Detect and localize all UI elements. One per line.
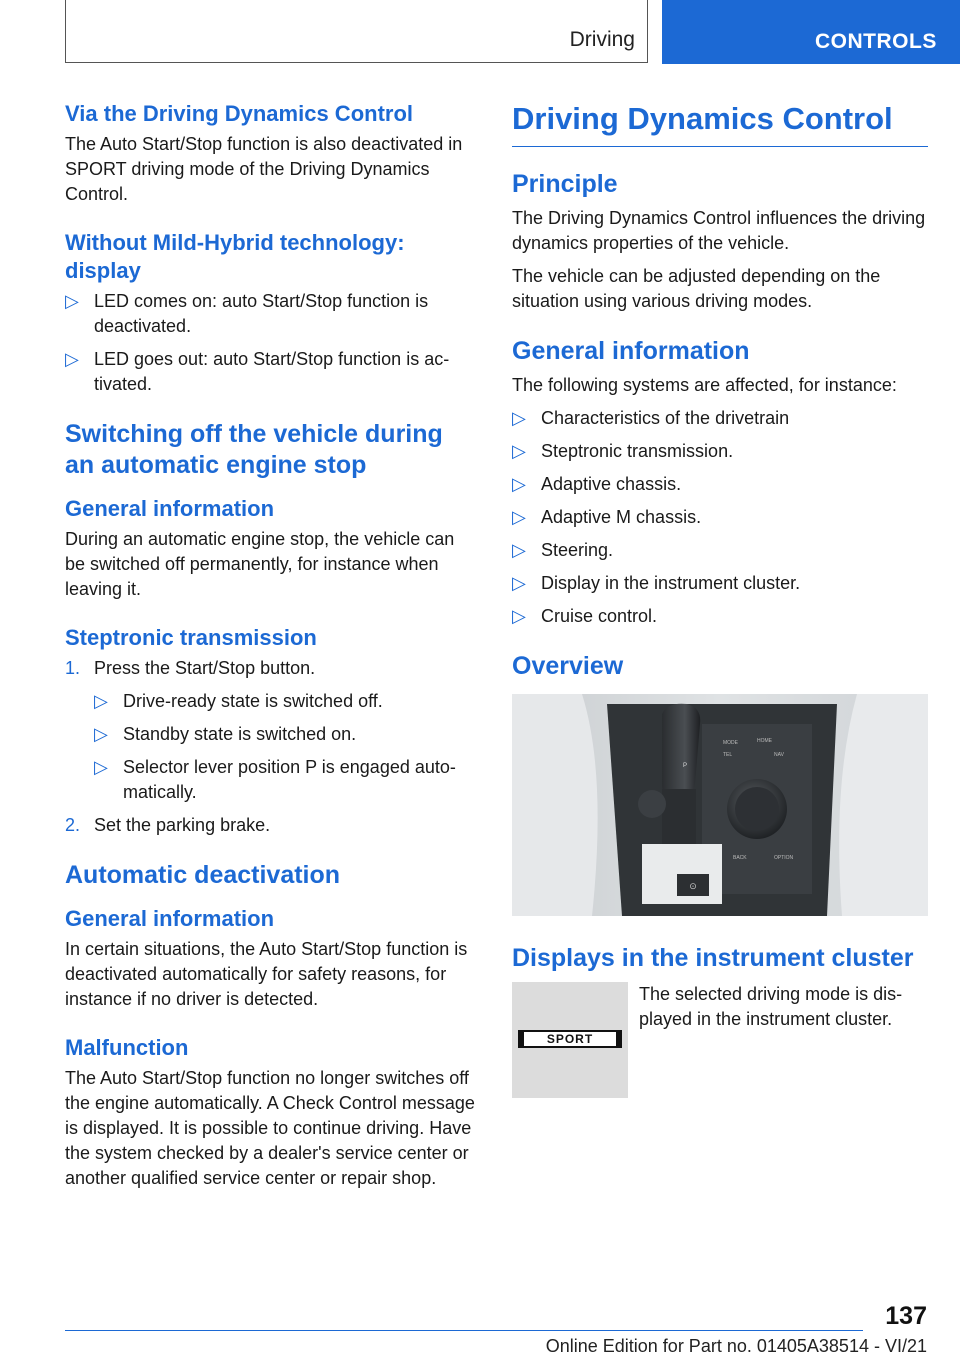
bullet-triangle-icon: ▷ bbox=[94, 691, 108, 711]
auto-deactivation-heading: Automatic deactivation bbox=[65, 861, 341, 889]
general-info-heading: General information bbox=[65, 496, 275, 521]
instrument-cluster-display bbox=[512, 982, 628, 1098]
step-number: 2. bbox=[65, 815, 81, 835]
overview-heading: Overview bbox=[512, 652, 624, 680]
bullet-triangle-icon: ▷ bbox=[65, 291, 79, 311]
list-item: ▷ Cruise control. bbox=[512, 604, 928, 629]
list-item: ▷ Steptronic transmission. bbox=[512, 439, 928, 464]
header-section: Driving bbox=[569, 28, 635, 51]
list-item: ▷ Characteristics of the drivetrain bbox=[512, 406, 928, 431]
general-info-2-text: In certain situations, the Auto Start/Stop function is deactivated automatically for safety reasons, for instance if no driver is detected. bbox=[65, 939, 468, 1009]
svg-text:P: P bbox=[683, 763, 688, 769]
footer-divider bbox=[65, 1330, 863, 1331]
general-info-text: During an automatic engine stop, the vehicle can be switched off permanently, for instance when leaving it. bbox=[65, 529, 455, 599]
principle-text-2: The vehicle can be adjusted depending on the situation using various driving modes. bbox=[512, 266, 881, 311]
svg-text:TEL: TEL bbox=[723, 752, 733, 758]
bullet-triangle-icon: ▷ bbox=[512, 573, 526, 593]
switch-off-heading: Switching off the vehicle during an automatic engine stop bbox=[65, 420, 443, 479]
svg-text:MODE: MODE bbox=[723, 740, 738, 746]
malfunction-heading: Malfunction bbox=[65, 1035, 189, 1060]
left-column bbox=[65, 100, 477, 1199]
list-item: ▷ Drive-ready state is switched off. bbox=[94, 689, 477, 714]
ddc-title: Driving Dynamics Control bbox=[512, 100, 928, 147]
footer-edition: Online Edition for Part no. 01405A38514 - VI/21 bbox=[545, 1336, 927, 1356]
bullet-triangle-icon: ▷ bbox=[512, 441, 526, 461]
list-item: ▷ Display in the instrument cluster. bbox=[512, 571, 928, 596]
list-item: ▷ Selector lever position P is engaged auto-matically. bbox=[94, 757, 456, 802]
sport-mode-badge: SPORT bbox=[518, 1030, 622, 1048]
list-item: ▷ LED comes on: auto Start/Stop function is deactivated. bbox=[65, 291, 429, 336]
svg-text:BACK: BACK bbox=[733, 855, 747, 861]
displays-heading: Displays in the instrument cluster bbox=[512, 944, 914, 972]
right-column bbox=[512, 100, 928, 1098]
bullet-triangle-icon: ▷ bbox=[512, 606, 526, 626]
step-item: 2. Set the parking brake. bbox=[65, 813, 477, 838]
bullet-triangle-icon: ▷ bbox=[65, 349, 79, 369]
bullet-triangle-icon: ▷ bbox=[94, 757, 108, 777]
general-info-2-heading: General information bbox=[65, 906, 275, 931]
list-item: ▷ Standby state is switched on. bbox=[94, 722, 477, 747]
bullet-triangle-icon: ▷ bbox=[512, 474, 526, 494]
bullet-triangle-icon: ▷ bbox=[512, 507, 526, 527]
list-item: ▷ LED goes out: auto Start/Stop function is ac-tivated. bbox=[65, 349, 450, 394]
bullet-triangle-icon: ▷ bbox=[512, 408, 526, 428]
center-console-photo bbox=[512, 694, 928, 916]
list-item: ▷ Adaptive chassis. bbox=[512, 472, 928, 497]
list-item: ▷ Adaptive M chassis. bbox=[512, 505, 928, 530]
chapter-tab[interactable]: CONTROLS bbox=[662, 0, 960, 64]
svg-text:NAV: NAV bbox=[774, 752, 784, 758]
without-mh-heading: Without Mild-Hybrid technology: display bbox=[65, 230, 405, 283]
malfunction-text: The Auto Start/Stop function no longer switches off the engine automatically. A Check Control message is displayed. It is possible to continue driving. Have the system checked by a dealer's service center or another qualified service center or repair shop. bbox=[65, 1068, 475, 1188]
header-frame bbox=[65, 0, 648, 63]
step-item: 1. Press the Start/Stop button. ▷ Drive-ready state is switched off. ▷ Standby state is switched on. ▷ Selector lever position P is engaged auto-matically. bbox=[65, 656, 477, 805]
page-number: 137 bbox=[885, 1302, 927, 1330]
bullet-triangle-icon: ▷ bbox=[512, 540, 526, 560]
displays-text: The selected driving mode is dis-played in the instrument cluster. bbox=[639, 984, 903, 1029]
list-item: ▷ Steering. bbox=[512, 538, 928, 563]
general-info-text: The following systems are affected, for instance: bbox=[512, 375, 897, 395]
systems-list bbox=[512, 406, 928, 629]
svg-text:HOME: HOME bbox=[757, 738, 772, 744]
via-ddc-text: The Auto Start/Stop function is also deactivated in SPORT driving mode of the Driving Dynamics Control. bbox=[65, 134, 463, 204]
principle-heading: Principle bbox=[512, 170, 618, 198]
step-sub-list bbox=[94, 689, 477, 805]
parking-brake-icon: ⊙ bbox=[689, 881, 697, 891]
general-info-heading: General information bbox=[512, 337, 750, 365]
steptronic-steps bbox=[65, 656, 477, 838]
steptronic-heading: Steptronic transmission bbox=[65, 625, 317, 650]
without-mh-list bbox=[65, 289, 477, 397]
via-ddc-heading: Via the Driving Dynamics Control bbox=[65, 101, 414, 126]
step-number: 1. bbox=[65, 658, 81, 678]
bullet-triangle-icon: ▷ bbox=[94, 724, 108, 744]
principle-text-1: The Driving Dynamics Control influences the driving dynamics properties of the vehicle. bbox=[512, 208, 926, 253]
svg-text:OPTION: OPTION bbox=[774, 855, 794, 861]
display-info-row bbox=[512, 982, 928, 1098]
